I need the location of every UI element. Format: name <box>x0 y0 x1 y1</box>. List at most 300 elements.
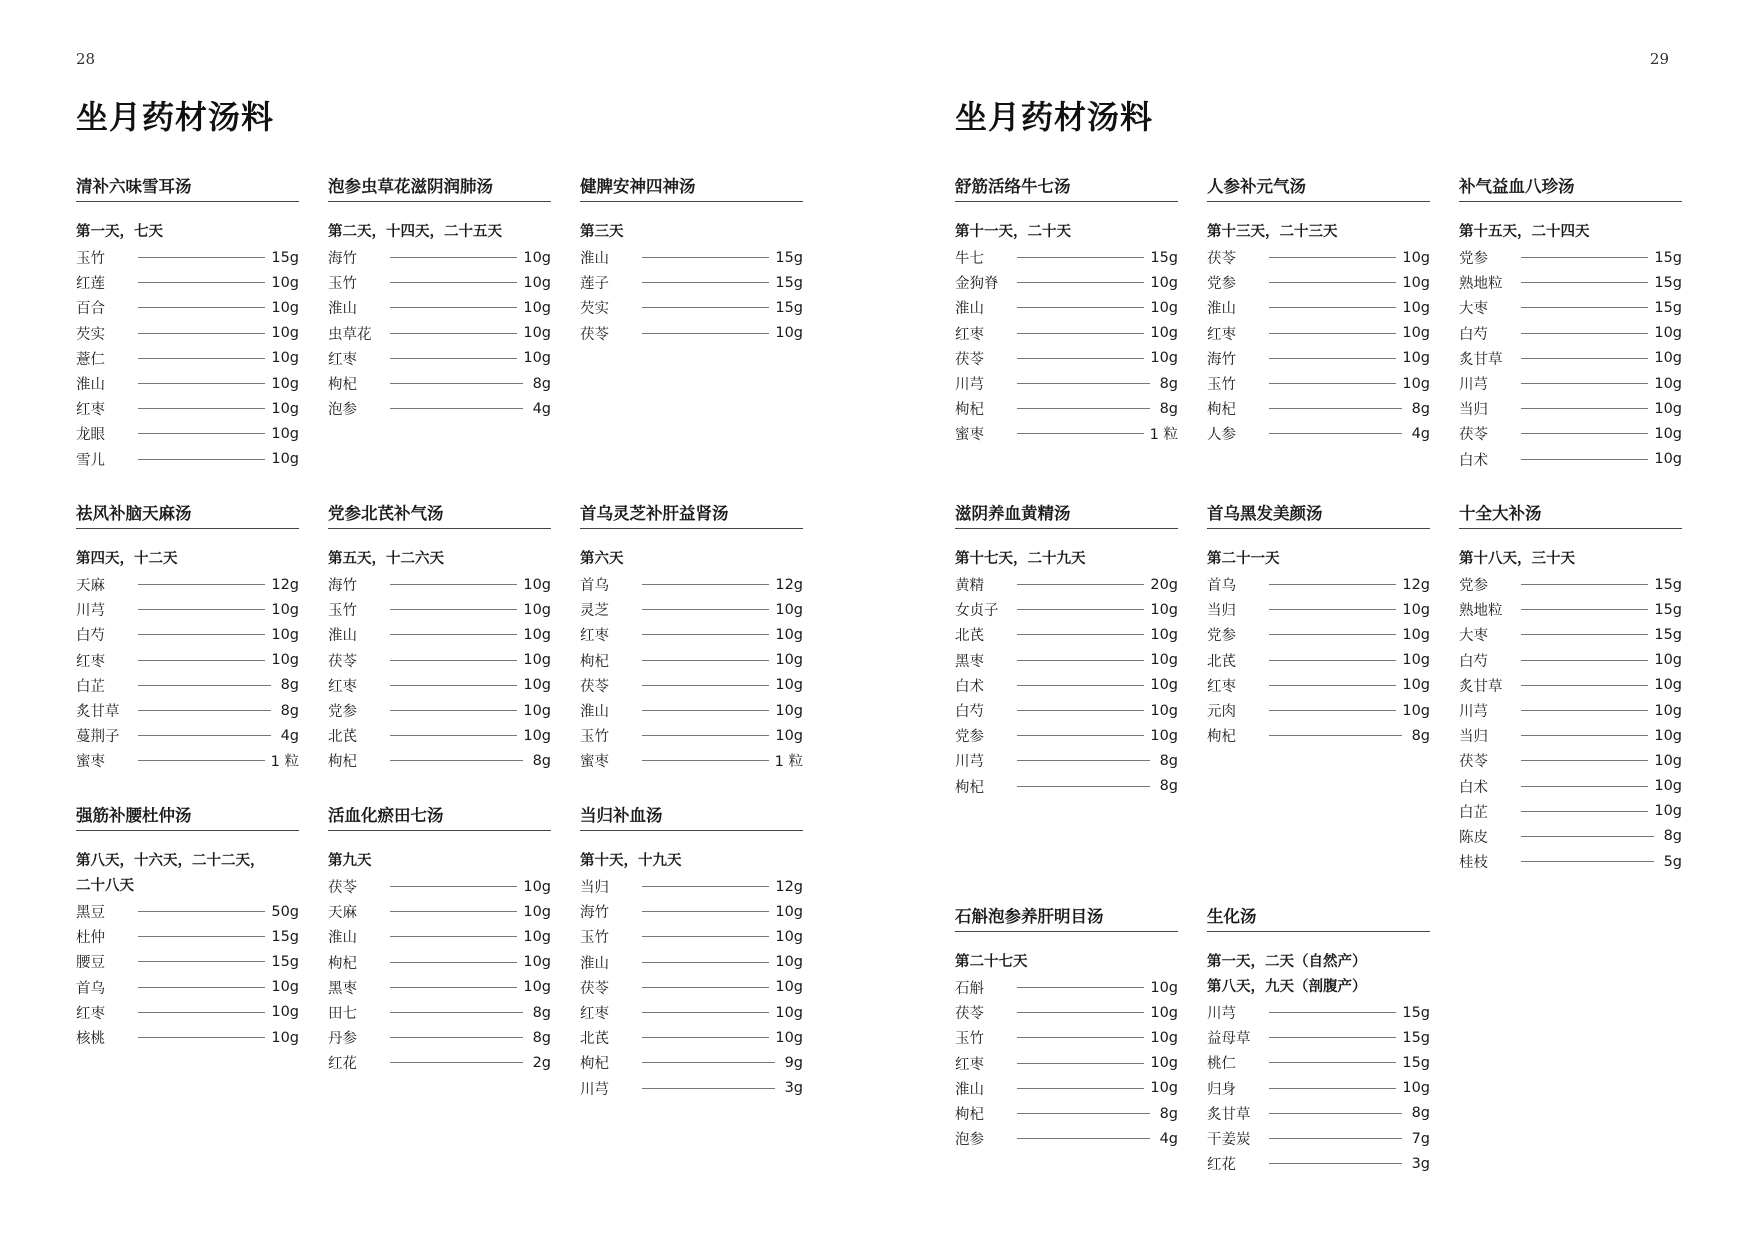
ingredient-amount: 10g <box>775 601 803 618</box>
leader-line <box>390 735 517 736</box>
ingredient-amount: 20g <box>1150 576 1178 593</box>
ingredient-amount: 15g <box>1402 1029 1430 1046</box>
ingredient-amount: 8g <box>532 1029 551 1046</box>
ingredient-amount: 9g <box>784 1054 803 1071</box>
ingredient-name: 白芍 <box>76 628 105 645</box>
leader-line <box>138 1037 265 1038</box>
ingredient-name: 北芪 <box>580 1031 609 1048</box>
ingredient-row <box>328 396 551 421</box>
recipe-title: 党参北芪补气汤 <box>328 500 551 529</box>
leader-line <box>1521 257 1648 258</box>
leader-line <box>138 936 265 937</box>
ingredient-row <box>955 572 1178 597</box>
ingredient-name: 炙甘草 <box>1459 678 1503 695</box>
schedule-day-line: 第十一天，二十天 <box>955 224 1071 240</box>
schedule-day-line: 第六天 <box>580 551 624 567</box>
ingredient-name: 党参 <box>1459 251 1488 268</box>
ingredient-amount: 10g <box>523 979 551 996</box>
leader-line <box>1017 1063 1144 1064</box>
ingredient-amount: 10g <box>1150 601 1178 618</box>
leader-line <box>138 685 271 686</box>
ingredient-row <box>328 950 551 975</box>
leader-line <box>138 760 265 761</box>
leader-line <box>138 459 265 460</box>
ingredient-amount: 10g <box>1402 652 1430 669</box>
ingredient-amount: 10g <box>523 954 551 971</box>
ingredient-amount: 10g <box>775 1004 803 1021</box>
ingredient-row <box>1459 824 1682 849</box>
schedule-day-line: 第一天，七天 <box>76 224 163 240</box>
ingredient-amount: 10g <box>775 652 803 669</box>
ingredient-name: 桂枝 <box>1459 855 1488 872</box>
ingredient-name: 白术 <box>955 678 984 695</box>
ingredient-amount: 10g <box>1150 299 1178 316</box>
ingredient-name: 丹参 <box>328 1031 357 1048</box>
ingredient-amount: 15g <box>1150 249 1178 266</box>
ingredient-row <box>1207 245 1430 270</box>
ingredient-amount: 1 粒 <box>270 754 299 771</box>
ingredient-row <box>76 245 299 270</box>
ingredient-row <box>580 622 803 647</box>
ingredient-row <box>1207 673 1430 698</box>
ingredient-row <box>1459 270 1682 295</box>
ingredient-row <box>76 622 299 647</box>
schedule-days <box>328 547 551 572</box>
ingredient-row <box>580 924 803 949</box>
ingredient-amount: 8g <box>1159 778 1178 795</box>
ingredient-row <box>580 748 803 773</box>
leader-line <box>390 307 517 308</box>
recipe-title: 当归补血汤 <box>580 802 803 831</box>
leader-line <box>1269 383 1396 384</box>
leader-line <box>390 1062 523 1063</box>
ingredient-amount: 10g <box>523 299 551 316</box>
ingredient-row <box>580 597 803 622</box>
ingredient-amount: 8g <box>1411 1105 1430 1122</box>
ingredient-row <box>76 321 299 346</box>
ingredient-name: 淮山 <box>580 251 609 268</box>
ingredient-row <box>955 1126 1178 1151</box>
ingredient-row <box>328 295 551 320</box>
leader-line <box>1017 383 1150 384</box>
ingredient-row <box>76 270 299 295</box>
ingredient-amount: 8g <box>1159 1105 1178 1122</box>
ingredient-row <box>1459 396 1682 421</box>
ingredient-amount: 10g <box>271 626 299 643</box>
schedule-day-line: 第二十七天 <box>955 954 1028 970</box>
recipe-card <box>1207 173 1430 447</box>
ingredient-name: 炙甘草 <box>1459 351 1503 368</box>
schedule-days <box>328 220 551 245</box>
ingredient-name: 党参 <box>1459 578 1488 595</box>
ingredient-amount: 10g <box>1654 350 1682 367</box>
ingredient-row <box>328 698 551 723</box>
ingredient-name: 泡参 <box>955 1132 984 1149</box>
ingredient-name: 白芷 <box>76 678 105 695</box>
leader-line <box>1017 408 1150 409</box>
ingredient-row <box>76 975 299 1000</box>
ingredient-name: 泡参 <box>328 402 357 419</box>
leader-line <box>1017 307 1144 308</box>
leader-line <box>138 433 265 434</box>
ingredient-row <box>1459 748 1682 773</box>
ingredient-row <box>1207 321 1430 346</box>
leader-line <box>1269 710 1396 711</box>
ingredient-name: 党参 <box>955 729 984 746</box>
schedule-days <box>76 220 299 245</box>
leader-line <box>1521 609 1648 610</box>
leader-line <box>1521 836 1654 837</box>
leader-line <box>1017 710 1144 711</box>
ingredient-row <box>1207 396 1430 421</box>
ingredient-amount: 10g <box>1654 702 1682 719</box>
ingredient-amount: 10g <box>1402 249 1430 266</box>
ingredient-amount: 10g <box>1402 375 1430 392</box>
page-title: 坐月药材汤料 <box>76 98 275 136</box>
page-title: 坐月药材汤料 <box>955 98 1154 136</box>
leader-line <box>1017 685 1144 686</box>
ingredient-row <box>1207 421 1430 446</box>
leader-line <box>390 1012 523 1013</box>
ingredient-amount: 10g <box>1150 1004 1178 1021</box>
ingredient-name: 淮山 <box>955 301 984 318</box>
ingredient-name: 蜜枣 <box>955 427 984 444</box>
recipe-title: 石斛泡参养肝明目汤 <box>955 903 1178 932</box>
leader-line <box>390 333 517 334</box>
leader-line <box>390 962 517 963</box>
ingredient-amount: 8g <box>532 1004 551 1021</box>
leader-line <box>138 282 265 283</box>
leader-line <box>1017 282 1144 283</box>
ingredient-name: 熟地粒 <box>1459 276 1503 293</box>
ingredient-row <box>1459 799 1682 824</box>
ingredient-amount: 10g <box>271 299 299 316</box>
schedule-days <box>76 849 299 899</box>
ingredient-amount: 10g <box>523 601 551 618</box>
schedule-days <box>955 220 1178 245</box>
ingredient-row <box>76 1000 299 1025</box>
recipe-card <box>955 903 1178 1151</box>
ingredient-amount: 15g <box>1654 249 1682 266</box>
ingredient-name: 川芎 <box>955 754 984 771</box>
ingredient-row <box>1207 1025 1430 1050</box>
ingredient-row <box>955 723 1178 748</box>
ingredient-amount: 15g <box>775 274 803 291</box>
leader-line <box>1521 710 1648 711</box>
leader-line <box>1269 433 1402 434</box>
ingredient-name: 元肉 <box>1207 704 1236 721</box>
ingredient-name: 川芎 <box>76 603 105 620</box>
ingredient-row <box>328 748 551 773</box>
ingredient-row <box>580 723 803 748</box>
ingredient-name: 蔓荆子 <box>76 729 120 746</box>
ingredient-amount: 50g <box>271 903 299 920</box>
ingredient-name: 芡实 <box>580 301 609 318</box>
leader-line <box>1269 1012 1396 1013</box>
leader-line <box>138 408 265 409</box>
ingredient-amount: 8g <box>532 752 551 769</box>
ingredient-row <box>580 270 803 295</box>
ingredient-name: 川芎 <box>955 377 984 394</box>
page-number: 29 <box>1649 50 1669 68</box>
ingredient-name: 玉竹 <box>955 1031 984 1048</box>
ingredient-name: 枸杞 <box>955 779 984 796</box>
ingredient-row <box>955 371 1178 396</box>
leader-line <box>138 333 265 334</box>
ingredient-amount: 10g <box>1654 803 1682 820</box>
leader-line <box>138 660 265 661</box>
ingredient-name: 虫草花 <box>328 326 372 343</box>
ingredient-name: 枸杞 <box>328 377 357 394</box>
ingredient-name: 枸杞 <box>955 1107 984 1124</box>
recipe-title: 活血化瘀田七汤 <box>328 802 551 831</box>
leader-line <box>642 987 769 988</box>
ingredient-amount: 10g <box>523 677 551 694</box>
ingredient-amount: 10g <box>271 375 299 392</box>
recipe-card <box>955 500 1178 799</box>
ingredient-row <box>580 950 803 975</box>
ingredient-amount: 15g <box>1654 274 1682 291</box>
ingredient-name: 茯苓 <box>1207 251 1236 268</box>
ingredient-row <box>76 924 299 949</box>
ingredient-row <box>1207 1076 1430 1101</box>
leader-line <box>138 961 265 962</box>
ingredient-row <box>76 748 299 773</box>
ingredient-row <box>955 1025 1178 1050</box>
ingredient-name: 金狗脊 <box>955 276 999 293</box>
leader-line <box>642 584 769 585</box>
ingredient-name: 黑枣 <box>955 653 984 670</box>
schedule-days <box>1207 950 1430 1000</box>
ingredient-amount: 8g <box>280 677 299 694</box>
ingredient-name: 炙甘草 <box>76 704 120 721</box>
leader-line <box>1017 660 1144 661</box>
schedule-days <box>1207 220 1430 245</box>
leader-line <box>138 307 265 308</box>
ingredient-row <box>76 295 299 320</box>
ingredient-amount: 15g <box>1654 601 1682 618</box>
ingredient-row <box>580 874 803 899</box>
ingredient-amount: 10g <box>523 576 551 593</box>
ingredient-row <box>955 673 1178 698</box>
leader-line <box>138 383 265 384</box>
ingredient-row <box>1207 1050 1430 1075</box>
leader-line <box>1017 1012 1144 1013</box>
ingredient-amount: 10g <box>1654 752 1682 769</box>
ingredient-row <box>76 371 299 396</box>
recipe-card <box>76 500 299 774</box>
ingredient-name: 红枣 <box>328 351 357 368</box>
leader-line <box>642 1037 769 1038</box>
schedule-day-line: 第十八天，三十天 <box>1459 551 1575 567</box>
ingredient-row <box>1459 597 1682 622</box>
schedule-days <box>1459 220 1682 245</box>
ingredient-row <box>955 622 1178 647</box>
leader-line <box>1521 861 1654 862</box>
ingredient-row <box>1207 1126 1430 1151</box>
ingredient-amount: 10g <box>1654 778 1682 795</box>
leader-line <box>138 987 265 988</box>
leader-line <box>1017 333 1144 334</box>
ingredient-amount: 10g <box>271 1029 299 1046</box>
ingredient-name: 大枣 <box>1459 628 1488 645</box>
leader-line <box>1521 433 1648 434</box>
ingredient-row <box>955 748 1178 773</box>
ingredient-name: 红枣 <box>955 1056 984 1073</box>
recipe-card <box>580 173 803 346</box>
leader-line <box>1017 1113 1150 1114</box>
ingredient-name: 北芪 <box>955 628 984 645</box>
ingredient-name: 雪儿 <box>76 452 105 469</box>
ingredient-name: 玉竹 <box>580 930 609 947</box>
ingredient-name: 红花 <box>328 1056 357 1073</box>
ingredient-row <box>76 899 299 924</box>
ingredient-amount: 4g <box>1159 1130 1178 1147</box>
ingredient-row <box>1459 673 1682 698</box>
ingredient-name: 海竹 <box>328 578 357 595</box>
ingredient-row <box>580 698 803 723</box>
schedule-day-line: 第四天，十二天 <box>76 551 178 567</box>
ingredient-name: 川芎 <box>580 1081 609 1098</box>
ingredient-row <box>1459 648 1682 673</box>
leader-line <box>390 886 517 887</box>
ingredient-name: 炙甘草 <box>1207 1106 1251 1123</box>
leader-line <box>642 685 769 686</box>
ingredient-name: 当归 <box>1459 402 1488 419</box>
recipe-card <box>76 173 299 472</box>
ingredient-row <box>328 1000 551 1025</box>
ingredient-amount: 10g <box>1654 727 1682 744</box>
ingredient-amount: 7g <box>1411 1130 1430 1147</box>
ingredient-name: 枸杞 <box>328 754 357 771</box>
leader-line <box>1269 257 1396 258</box>
ingredient-amount: 10g <box>1150 677 1178 694</box>
ingredient-amount: 1 粒 <box>1149 427 1178 444</box>
ingredient-name: 枸杞 <box>1207 729 1236 746</box>
leader-line <box>1269 660 1396 661</box>
ingredient-row <box>1207 622 1430 647</box>
ingredient-name: 茯苓 <box>955 1006 984 1023</box>
leader-line <box>1269 1062 1396 1063</box>
schedule-day-line: 第二十一天 <box>1207 551 1280 567</box>
ingredient-name: 田七 <box>328 1006 357 1023</box>
ingredient-name: 红枣 <box>76 1005 105 1022</box>
ingredient-row <box>580 673 803 698</box>
leader-line <box>1521 685 1648 686</box>
recipe-title: 首乌灵芝补肝益肾汤 <box>580 500 803 529</box>
schedule-day-line: 第九天 <box>328 853 372 869</box>
ingredient-row <box>1459 447 1682 472</box>
leader-line <box>642 1088 775 1089</box>
ingredient-name: 薏仁 <box>76 351 105 368</box>
ingredient-amount: 10g <box>1150 702 1178 719</box>
ingredient-amount: 10g <box>775 1029 803 1046</box>
ingredient-name: 归身 <box>1207 1081 1236 1098</box>
ingredient-amount: 10g <box>523 727 551 744</box>
leader-line <box>390 1037 523 1038</box>
ingredient-row <box>955 295 1178 320</box>
ingredient-name: 龙眼 <box>76 427 105 444</box>
leader-line <box>138 1012 265 1013</box>
schedule-days <box>580 220 803 245</box>
recipe-card <box>580 802 803 1101</box>
leader-line <box>1269 584 1396 585</box>
schedule-days <box>955 950 1178 975</box>
leader-line <box>138 358 265 359</box>
ingredient-amount: 12g <box>271 576 299 593</box>
ingredient-row <box>955 421 1178 446</box>
ingredient-amount: 15g <box>1654 299 1682 316</box>
ingredient-name: 蜜枣 <box>76 754 105 771</box>
ingredient-row <box>1459 723 1682 748</box>
ingredient-amount: 10g <box>1150 1055 1178 1072</box>
ingredient-amount: 8g <box>1159 752 1178 769</box>
ingredient-amount: 10g <box>523 702 551 719</box>
ingredient-amount: 10g <box>523 626 551 643</box>
ingredient-name: 茯苓 <box>580 678 609 695</box>
ingredient-row <box>76 421 299 446</box>
recipe-card <box>955 173 1178 447</box>
ingredient-row <box>1459 321 1682 346</box>
ingredient-name: 蜜枣 <box>580 754 609 771</box>
ingredient-row <box>1459 774 1682 799</box>
ingredient-row <box>955 648 1178 673</box>
leader-line <box>1521 584 1648 585</box>
ingredient-amount: 10g <box>1150 652 1178 669</box>
leader-line <box>1017 358 1144 359</box>
ingredient-row <box>1207 346 1430 371</box>
ingredient-name: 红花 <box>1207 1157 1236 1174</box>
ingredient-name: 杜仲 <box>76 930 105 947</box>
ingredient-row <box>76 673 299 698</box>
ingredient-amount: 8g <box>1663 828 1682 845</box>
leader-line <box>1269 333 1396 334</box>
ingredient-row <box>76 648 299 673</box>
leader-line <box>1521 760 1648 761</box>
leader-line <box>1017 1088 1144 1089</box>
ingredient-row <box>955 1051 1178 1076</box>
ingredient-amount: 10g <box>1150 274 1178 291</box>
ingredient-amount: 10g <box>1402 601 1430 618</box>
ingredient-amount: 10g <box>1402 274 1430 291</box>
ingredient-row <box>580 1000 803 1025</box>
ingredient-row <box>1207 723 1430 748</box>
recipe-title: 强筋补腰杜仲汤 <box>76 802 299 831</box>
ingredient-row <box>955 396 1178 421</box>
ingredient-amount: 10g <box>775 702 803 719</box>
ingredient-row <box>580 572 803 597</box>
ingredient-row <box>76 949 299 974</box>
leader-line <box>390 660 517 661</box>
ingredient-name: 干姜炭 <box>1207 1132 1251 1149</box>
ingredient-name: 白芷 <box>1459 804 1488 821</box>
ingredient-amount: 10g <box>1654 325 1682 342</box>
ingredient-name: 淮山 <box>955 1081 984 1098</box>
ingredient-name: 白术 <box>1459 452 1488 469</box>
ingredient-name: 女贞子 <box>955 603 999 620</box>
schedule-days <box>76 547 299 572</box>
ingredient-name: 茯苓 <box>955 351 984 368</box>
ingredient-name: 北芪 <box>1207 653 1236 670</box>
ingredient-row <box>955 774 1178 799</box>
ingredient-amount: 10g <box>1402 299 1430 316</box>
ingredient-name: 淮山 <box>1207 301 1236 318</box>
recipe-card <box>328 802 551 1076</box>
schedule-day-line: 第十五天，二十四天 <box>1459 224 1590 240</box>
leader-line <box>390 911 517 912</box>
leader-line <box>642 660 769 661</box>
ingredient-name: 北芪 <box>328 729 357 746</box>
